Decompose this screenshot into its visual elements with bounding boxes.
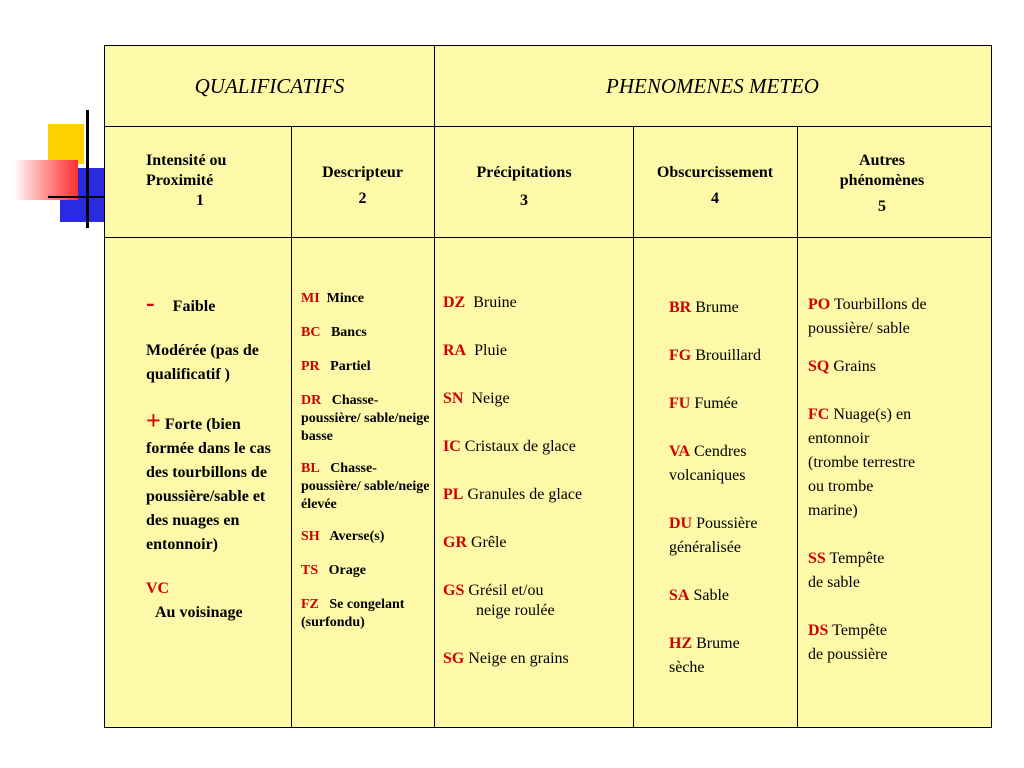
label-line2: neige roulée [476, 602, 555, 619]
obsc-item [669, 344, 795, 368]
precipitations-column [443, 293, 631, 669]
obsc-item [669, 512, 795, 560]
precip-item [443, 533, 631, 553]
descripteur-item [301, 358, 431, 376]
code: TS [301, 563, 319, 578]
label: Averse(s) [329, 529, 385, 544]
label: Brouillard [695, 347, 761, 364]
code: IC [443, 438, 461, 455]
code: DR [301, 393, 322, 408]
code: HZ [669, 635, 693, 652]
col-title: Intensité ou Proximité [146, 152, 227, 189]
code: SA [669, 587, 690, 604]
code: SH [301, 529, 320, 544]
metar-codes-table [104, 45, 992, 728]
col-number: 2 [358, 190, 367, 207]
precip-item [443, 293, 631, 313]
plus-symbol: + [146, 406, 161, 435]
header-phenomenes-meteo: PHENOMENES METEO [606, 74, 819, 98]
code: GR [443, 534, 467, 551]
col-header-descripteur [291, 163, 434, 209]
label-line2: poussière/ sable [808, 320, 910, 337]
precip-item [443, 485, 631, 505]
code: MI [301, 291, 320, 306]
label-line2: sèche [669, 659, 705, 676]
label-line2: de sable [808, 574, 860, 591]
label: Tempête [832, 622, 888, 639]
decor-vertical-line [86, 110, 89, 228]
faible-label: Faible [172, 298, 216, 315]
code: BL [301, 461, 320, 476]
minus-symbol: - [146, 288, 155, 317]
code: RA [443, 342, 467, 359]
header-qualificatifs: QUALIFICATIFS [194, 74, 345, 98]
vc-label: Au voisinage [155, 604, 243, 621]
precip-item [443, 581, 631, 621]
vc-code: VC [146, 580, 170, 597]
col-number: 5 [878, 198, 886, 215]
autres-column [808, 293, 988, 667]
obsc-item [669, 440, 795, 488]
label: Cendres [694, 443, 747, 460]
descripteur-column [301, 290, 431, 632]
label: Pluie [474, 342, 507, 359]
code: GS [443, 582, 465, 599]
label: Tempête [829, 550, 885, 567]
col-number: 1 [196, 192, 204, 209]
code: FU [669, 395, 691, 412]
obscurcissement-column [669, 296, 795, 680]
code: PR [301, 359, 320, 374]
autres-item [808, 293, 988, 341]
col-title: Autres phénomènes [839, 152, 925, 189]
label-line2: généralisée [669, 539, 741, 556]
col-header-intensite [146, 151, 266, 211]
code: VA [669, 443, 691, 460]
label: Se congelant (surfondu) [301, 597, 405, 630]
code: FC [808, 406, 830, 423]
code: DU [669, 515, 693, 532]
label: Neige en grains [468, 650, 569, 667]
label-line2: de poussière [808, 646, 888, 663]
obsc-item [669, 392, 795, 416]
label: Mince [326, 291, 364, 306]
decor-red-gradient-bar [14, 160, 78, 200]
precip-item [443, 389, 631, 409]
autres-item [808, 355, 988, 379]
label-line2: volcaniques [669, 467, 746, 484]
label: Neige [471, 390, 510, 407]
code: SG [443, 650, 465, 667]
col-divider [633, 126, 634, 727]
label: Brume [695, 299, 739, 316]
row-divider [105, 126, 991, 127]
label: Granules de glace [467, 486, 583, 503]
code: BC [301, 325, 321, 340]
faible-row [146, 288, 286, 319]
descripteur-item [301, 596, 431, 632]
obsc-item [669, 296, 795, 320]
label: Grésil et/ou [468, 582, 544, 599]
decor-horizontal-line [48, 196, 104, 198]
col-title: Descripteur [322, 164, 403, 181]
descripteur-item [301, 290, 431, 308]
decor-yellow-square [48, 124, 84, 164]
label: Nuage(s) en [833, 406, 912, 423]
autres-item [808, 403, 988, 523]
label: Fumée [694, 395, 738, 412]
label: Poussière [696, 515, 758, 532]
row-divider [105, 237, 991, 238]
col-number: 3 [520, 192, 528, 209]
label-line5: marine) [808, 502, 858, 519]
code: BR [669, 299, 692, 316]
label-line4: ou trombe [808, 478, 874, 495]
code: PO [808, 296, 831, 313]
code: FG [669, 347, 692, 364]
forte-row [146, 406, 286, 557]
descripteur-item [301, 562, 431, 580]
col-divider [434, 46, 435, 727]
label: Grêle [471, 534, 507, 551]
label: Orage [328, 563, 366, 578]
label: Bancs [330, 325, 367, 340]
descripteur-item [301, 528, 431, 546]
moderee-label: Modérée (pas de qualificatif ) [146, 342, 259, 383]
obsc-item [669, 584, 795, 608]
label: Cristaux de glace [464, 438, 576, 455]
code: FZ [301, 597, 319, 612]
label: Partiel [330, 359, 371, 374]
label-line2: entonnoir [808, 430, 870, 447]
code: PL [443, 486, 464, 503]
precip-item [443, 437, 631, 457]
col-divider [797, 126, 798, 727]
label: Bruine [473, 294, 517, 311]
label-line3: (trombe terrestre [808, 454, 916, 471]
obsc-item [669, 632, 795, 680]
label: Brume [696, 635, 740, 652]
col-number: 4 [711, 190, 719, 207]
descripteur-item [301, 460, 431, 514]
descripteur-item [301, 324, 431, 342]
code: DZ [443, 294, 466, 311]
forte-label: Forte (bien formée dans le cas des tourbillons de poussière/sable et des nuages en entonnoir) [146, 416, 271, 553]
col-title: Précipitations [476, 164, 572, 181]
descripteur-item [301, 392, 431, 446]
code: SQ [808, 358, 830, 375]
code: DS [808, 622, 829, 639]
code: SN [443, 390, 464, 407]
label: Tourbillons de [833, 296, 927, 313]
col-header-autres [827, 151, 937, 217]
precip-item [443, 341, 631, 361]
label: Sable [693, 587, 729, 604]
code: SS [808, 550, 826, 567]
label: Chasse-poussière/ sable/neige basse [301, 393, 430, 444]
intensite-column [146, 288, 286, 625]
precip-item [443, 649, 631, 669]
autres-item [808, 547, 988, 595]
autres-item [808, 619, 988, 667]
label: Chasse-poussière/ sable/neige élevée [301, 461, 430, 512]
col-header-obscurcissement [633, 163, 797, 209]
col-title: Obscurcissement [656, 164, 774, 181]
col-divider [291, 126, 292, 727]
label: Grains [833, 358, 876, 375]
col-header-precipitations [434, 163, 614, 211]
